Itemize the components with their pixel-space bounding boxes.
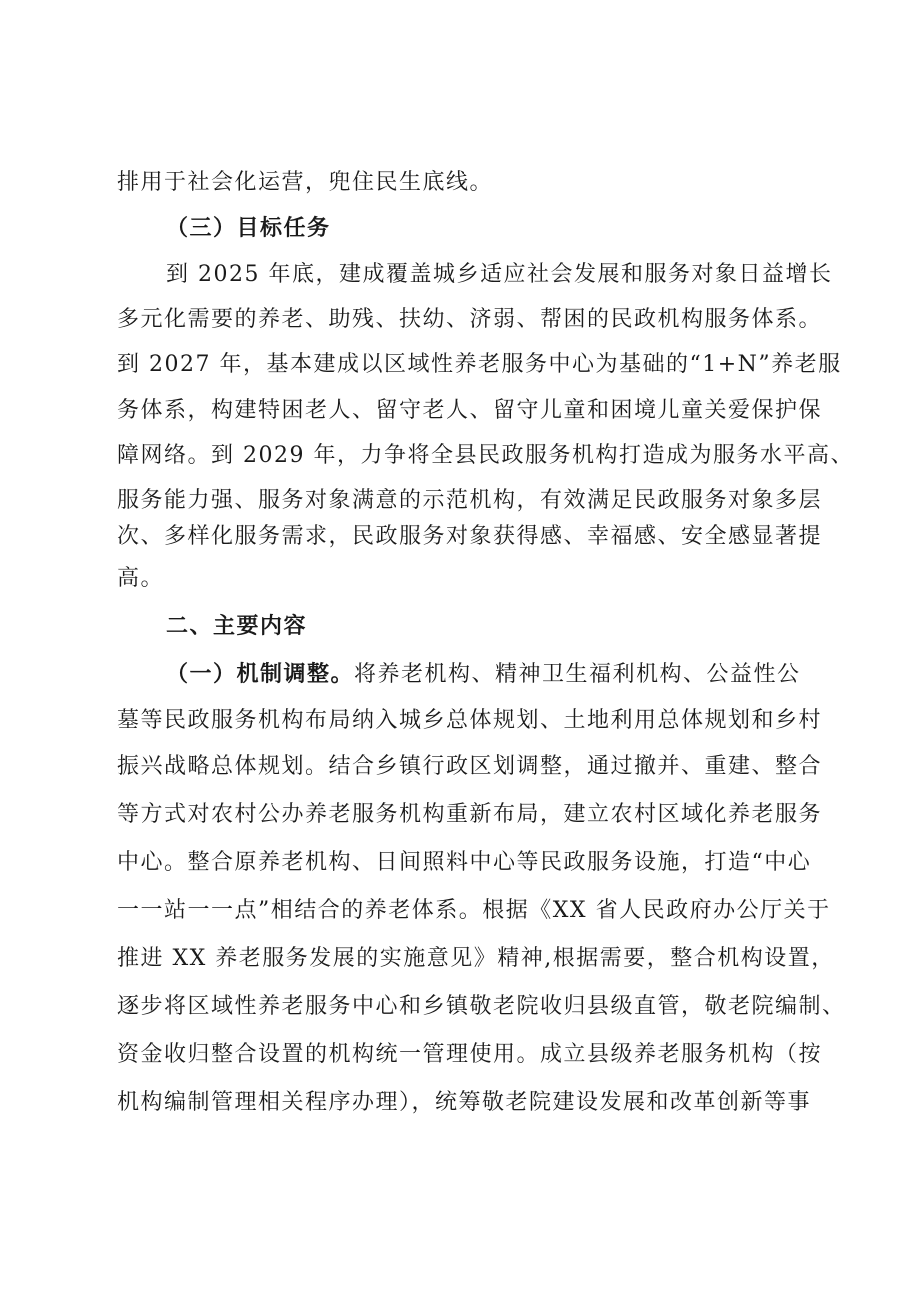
paragraph-line: 逐步将区域性养老服务中心和乡镇敬老院收归县级直管，敬老院编制、 bbox=[117, 994, 846, 1019]
paragraph-line: 推进 XX 养老服务发展的实施意见》精神,根据需要，整合机构设置， bbox=[117, 946, 835, 971]
paragraph-line: 障网络。到 2029 年，力争将全县民政服务机构打造成为服务水平高、 bbox=[117, 443, 854, 468]
paragraph-line: 务体系，构建特困老人、留守老人、留守儿童和困境儿童关爱保护保 bbox=[117, 398, 823, 423]
paragraph-line: 高。 bbox=[117, 566, 165, 591]
paragraph-line: 服务能力强、服务对象满意的示范机构，有效满足民政服务对象多层 bbox=[117, 488, 823, 513]
paragraph-line: 一一站一一点”相结合的养老体系。根据《XX 省人民政府办公厅关于 bbox=[117, 898, 831, 923]
paragraph-line-with-lead bbox=[166, 660, 817, 690]
paragraph-line: 到 2027 年，基本建成以区域性养老服务中心为基础的“1+N”养老服 bbox=[117, 352, 842, 377]
paragraph-line: 等方式对农村公办养老服务机构重新布局，建立农村区域化养老服务 bbox=[117, 802, 823, 827]
paragraph-line: 次、多样化服务需求，民政服务对象获得感、幸福感、安全感显著提 bbox=[117, 524, 823, 549]
paragraph-text: 将养老机构、精神卫生福利机构、公益性公 bbox=[354, 662, 801, 687]
paragraph-line: 资金收归整合设置的机构统一管理使用。成立县级养老服务机构（按 bbox=[117, 1042, 823, 1067]
section-heading-main-content: 二、主要内容 bbox=[166, 614, 308, 639]
paragraph-line: 多元化需要的养老、助残、扶幼、济弱、帮困的民政机构服务体系。 bbox=[117, 307, 823, 332]
paragraph-line: 中心。整合原养老机构、日间照料中心等民政服务设施，打造“中心 bbox=[117, 850, 812, 875]
section-heading-goals: （三）目标任务 bbox=[166, 216, 331, 241]
paragraph-line: 振兴战略总体规划。结合乡镇行政区划调整，通过撤并、重建、整合 bbox=[117, 754, 823, 779]
paragraph-line: 机构编制管理相关程序办理），统筹敬老院建设发展和改革创新等事 bbox=[117, 1090, 812, 1115]
subsection-lead: （一）机制调整。 bbox=[166, 662, 355, 687]
paragraph-line: 排用于社会化运营，兜住民生底线。 bbox=[117, 170, 494, 195]
paragraph-line: 到 2025 年底，建成覆盖城乡适应社会发展和服务对象日益增长 bbox=[166, 262, 833, 287]
paragraph-line: 墓等民政服务机构布局纳入城乡总体规划、土地利用总体规划和乡村 bbox=[117, 708, 823, 733]
